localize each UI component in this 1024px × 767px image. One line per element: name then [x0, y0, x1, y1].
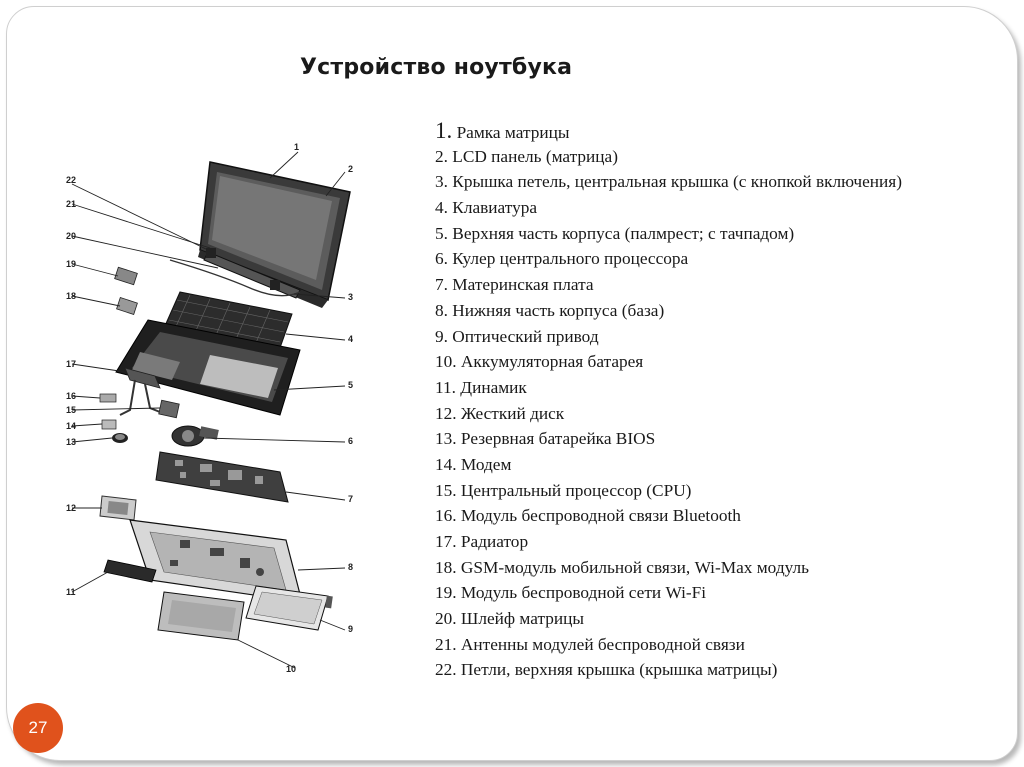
- callout-3: 3: [348, 292, 354, 302]
- callout-19: 19: [66, 259, 77, 269]
- callout-11: 11: [66, 587, 76, 597]
- item-text: Материнская плата: [447, 275, 594, 295]
- page-number-badge: 27: [13, 703, 63, 753]
- callout-2: 2: [348, 164, 354, 174]
- item-number: 5.: [435, 223, 448, 243]
- item-text: Радиатор: [456, 532, 529, 551]
- hard-drive: [100, 496, 136, 520]
- item-number: 10.: [435, 352, 457, 372]
- callout-12: 12: [66, 503, 77, 513]
- laptop-exploded-diagram: [60, 140, 360, 675]
- item-text: Рамка матрицы: [452, 123, 570, 142]
- bios-battery: [112, 433, 128, 443]
- item-number: 17.: [435, 532, 457, 551]
- callout-20: 20: [66, 231, 77, 241]
- callout-8: 8: [348, 562, 354, 572]
- battery: [158, 592, 244, 640]
- callout-4: 4: [348, 334, 354, 344]
- callout-5: 5: [348, 380, 354, 390]
- optical-drive: [246, 586, 333, 630]
- list-item: [435, 195, 1010, 221]
- list-item: [435, 503, 1010, 529]
- list-item: [435, 452, 1010, 478]
- item-text: Аккумуляторная батарея: [456, 352, 644, 372]
- list-item: [435, 375, 1010, 401]
- item-number: 9.: [435, 326, 448, 346]
- list-item: [435, 324, 1010, 350]
- item-text: Шлейф матрицы: [456, 609, 584, 629]
- item-number: 14.: [435, 454, 457, 474]
- item-number: 16.: [435, 506, 457, 526]
- item-number: 13.: [435, 429, 457, 449]
- item-number: 11.: [435, 377, 456, 397]
- bluetooth-module: [100, 394, 116, 402]
- list-item: [435, 144, 1010, 170]
- item-number: 19.: [435, 583, 457, 603]
- callout-13: 13: [66, 437, 77, 447]
- item-number: 1.: [435, 118, 453, 143]
- item-text: Нижняя часть корпуса (база): [447, 300, 665, 320]
- item-text: Верхняя часть корпуса (палмрест; с тачпадом): [447, 223, 795, 243]
- callout-1: 1: [294, 142, 300, 152]
- slide-title: Устройство ноутбука: [300, 55, 573, 80]
- list-item: [435, 580, 1010, 606]
- callout-6: 6: [348, 436, 354, 446]
- item-text: Центральный процессор (CPU): [456, 480, 692, 500]
- item-text: Резервная батарейка BIOS: [456, 429, 656, 449]
- item-text: Кулер центрального процессора: [447, 249, 689, 269]
- cpu-fan: [172, 426, 219, 446]
- list-item: [435, 272, 1010, 298]
- callout-15: 15: [66, 405, 77, 415]
- item-text: Антенны модулей беспроводной связи: [456, 634, 745, 654]
- list-item: [435, 298, 1010, 324]
- list-item: [435, 478, 1010, 504]
- item-text: Динамик: [455, 377, 527, 397]
- list-item: [435, 401, 1010, 427]
- list-item: [435, 529, 1010, 555]
- item-text: Петли, верхняя крышка (крышка матрицы): [456, 660, 778, 680]
- item-number: 4.: [435, 198, 448, 218]
- parts-list: [435, 118, 1010, 683]
- list-item: [435, 349, 1010, 375]
- item-text: Модуль беспроводной связи Bluetooth: [456, 506, 741, 526]
- item-number: 7.: [435, 275, 448, 295]
- callout-16: 16: [66, 391, 77, 401]
- callout-22: 22: [66, 175, 77, 185]
- callout-9: 9: [348, 624, 354, 634]
- item-text: Клавиатура: [447, 198, 538, 218]
- callout-7: 7: [348, 494, 354, 504]
- item-text: Оптический привод: [447, 326, 599, 346]
- item-number: 2.: [435, 146, 448, 166]
- list-item: [435, 221, 1010, 247]
- item-number: 15.: [435, 480, 457, 500]
- item-text: Жесткий диск: [456, 403, 565, 423]
- item-text: LCD панель (матрица): [447, 146, 618, 166]
- callout-21: 21: [66, 199, 77, 209]
- item-number: 12.: [435, 403, 457, 423]
- list-item: [435, 246, 1010, 272]
- item-number: 22.: [435, 660, 457, 680]
- item-number: 3.: [435, 172, 448, 192]
- wifi-module: [115, 267, 138, 285]
- list-item: [435, 632, 1010, 658]
- callout-14: 14: [66, 421, 77, 431]
- list-item: [435, 555, 1010, 581]
- item-text: Крышка петель, центральная крышка (с кнопкой включения): [447, 172, 902, 192]
- item-number: 21.: [435, 634, 457, 654]
- item-text: Модем: [456, 454, 512, 474]
- motherboard: [156, 452, 288, 502]
- modem: [102, 420, 116, 429]
- list-item: [435, 657, 1010, 683]
- item-number: 6.: [435, 249, 448, 269]
- list-item: [435, 118, 1010, 144]
- item-text: GSM-модуль мобильной связи, Wi-Max модуль: [456, 557, 809, 577]
- list-item: [435, 606, 1010, 632]
- callout-17: 17: [66, 359, 77, 369]
- list-item: [435, 169, 1010, 195]
- item-number: 20.: [435, 609, 457, 629]
- callout-10: 10: [286, 664, 297, 674]
- list-item: [435, 426, 1010, 452]
- item-number: 8.: [435, 300, 448, 320]
- item-text: Модуль беспроводной сети Wi-Fi: [456, 583, 707, 603]
- callout-18: 18: [66, 291, 77, 301]
- item-number: 18.: [435, 557, 457, 577]
